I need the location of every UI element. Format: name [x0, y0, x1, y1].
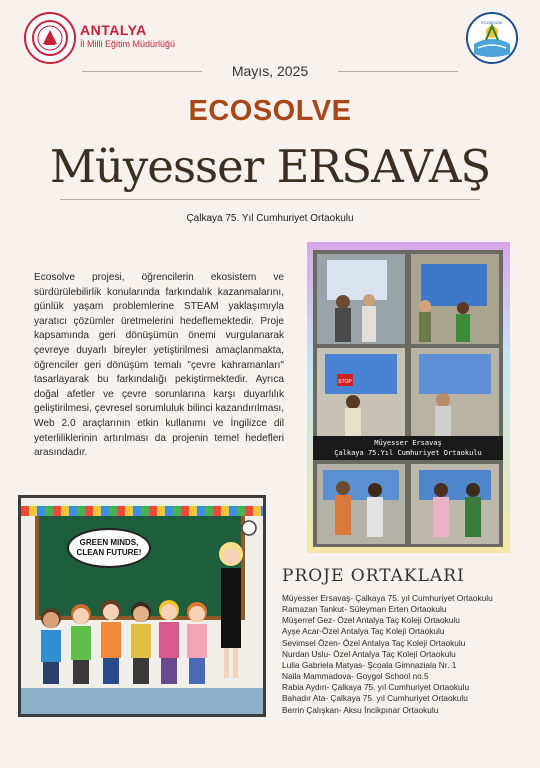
partner-item: Rabia Aydın- Çalkaya 75. yıl Cumhuriyet Ortaokulu — [282, 682, 470, 693]
issue-date: Mayıs, 2025 — [231, 63, 309, 79]
divider-school — [60, 199, 480, 200]
bubble-line2: CLEAN FUTURE! — [76, 548, 142, 557]
partners-title: PROJE ORTAKLARI — [282, 566, 465, 586]
partner-item: Bahadır Ata- Çalkaya 75. yıl Cumhuriyet Ortaokulu — [282, 693, 468, 704]
project-description: Ecosolve projesi, öğrencilerin ekosistem ve sürdürülebilirlik konularında farkındalık kazanmalarını, günlük yaşam problemlerine STEAM yaklaşımıyla yaratıcı çözümler üretmelerini hedeflemektedir. Proje kapsamında geri dönüşümün önemi vurgulanarak çevreye duyarlı bireyler yetiştirilmesi amaçlanmakta, öğrenciler geri dönüşüm temalı "çevre kahramanları" tasarlayarak bu farkındalığı pekiştirmektedir. Ayrıca doğal afetler ve çevre sorunlarına karşı duyarlılık geliştirilmesi, çevresel sorumluluk bilinci kazandırılması, Web 2.0 araçlarının etkin kullanımı ve İngilizce dil yeterliliklerinin artırılması da projenin temel hedefleri arasındadır. — [34, 272, 284, 459]
partner-item: Berrin Çalışkan- Aksu İncikpınar Ortaokulu — [282, 704, 439, 715]
partner-item: Ramazan Tankut- Süleyman Erten Ortaokulu — [282, 604, 447, 615]
brand-text — [80, 22, 175, 49]
partner-item: Ayşe Acar-Özel Antalya Taç Koleji Ortaokulu — [282, 626, 445, 637]
bubble-line1: GREEN MINDS, — [79, 538, 139, 547]
meb-emblem-icon — [30, 18, 70, 58]
classroom-photo-collage — [313, 250, 503, 547]
partner-item: Nurdan Uslu- Özel Antalya Taç Koleji Ortaokulu — [282, 648, 456, 659]
partner-item: Sevimsel Özen- Özel Antalya Taç Koleji Ortaokulu — [282, 637, 466, 648]
photo-caption — [313, 436, 503, 460]
ecosolve-emblem-icon — [468, 14, 516, 62]
partners-list — [282, 593, 493, 716]
partner-item: Naila Mammadova- Goygol School no.5 — [282, 671, 429, 682]
cartoon-illustration — [18, 495, 266, 717]
ecosolve-logo — [466, 12, 518, 64]
caption-name: Müyesser Ersavaş — [374, 439, 442, 447]
brand-subtitle: İl Milli Eğitim Müdürlüğü — [80, 39, 176, 49]
caption-school: Çalkaya 75.Yıl Cumhuriyet Ortaokulu — [334, 449, 482, 457]
brand-city: ANTALYA — [80, 22, 147, 38]
project-title: ECOSOLVE — [188, 95, 352, 127]
partner-item: Müyesser Ersavaş- Çalkaya 75. yıl Cumhuriyet Ortaokulu — [282, 593, 493, 603]
teacher-name: Müyesser ERSAVAŞ — [49, 140, 491, 193]
cartoon-characters-image — [21, 498, 263, 714]
partner-item: Lulia Gabriela Matyas- Şcoala Gimnaziala Nr. 1 — [282, 659, 457, 670]
school-name: Çalkaya 75. Yıl Cumhuriyet Ortaokulu — [186, 213, 354, 224]
stop-sign-text: STOP — [338, 379, 352, 385]
partner-item: Müşerref Gez- Özel Antalya Taç Koleji Ortaokulu — [282, 615, 460, 626]
meb-logo — [24, 12, 76, 64]
classroom-photos-image — [313, 250, 503, 547]
ecosolve-logo-text: ECOSOLVE — [481, 20, 503, 25]
